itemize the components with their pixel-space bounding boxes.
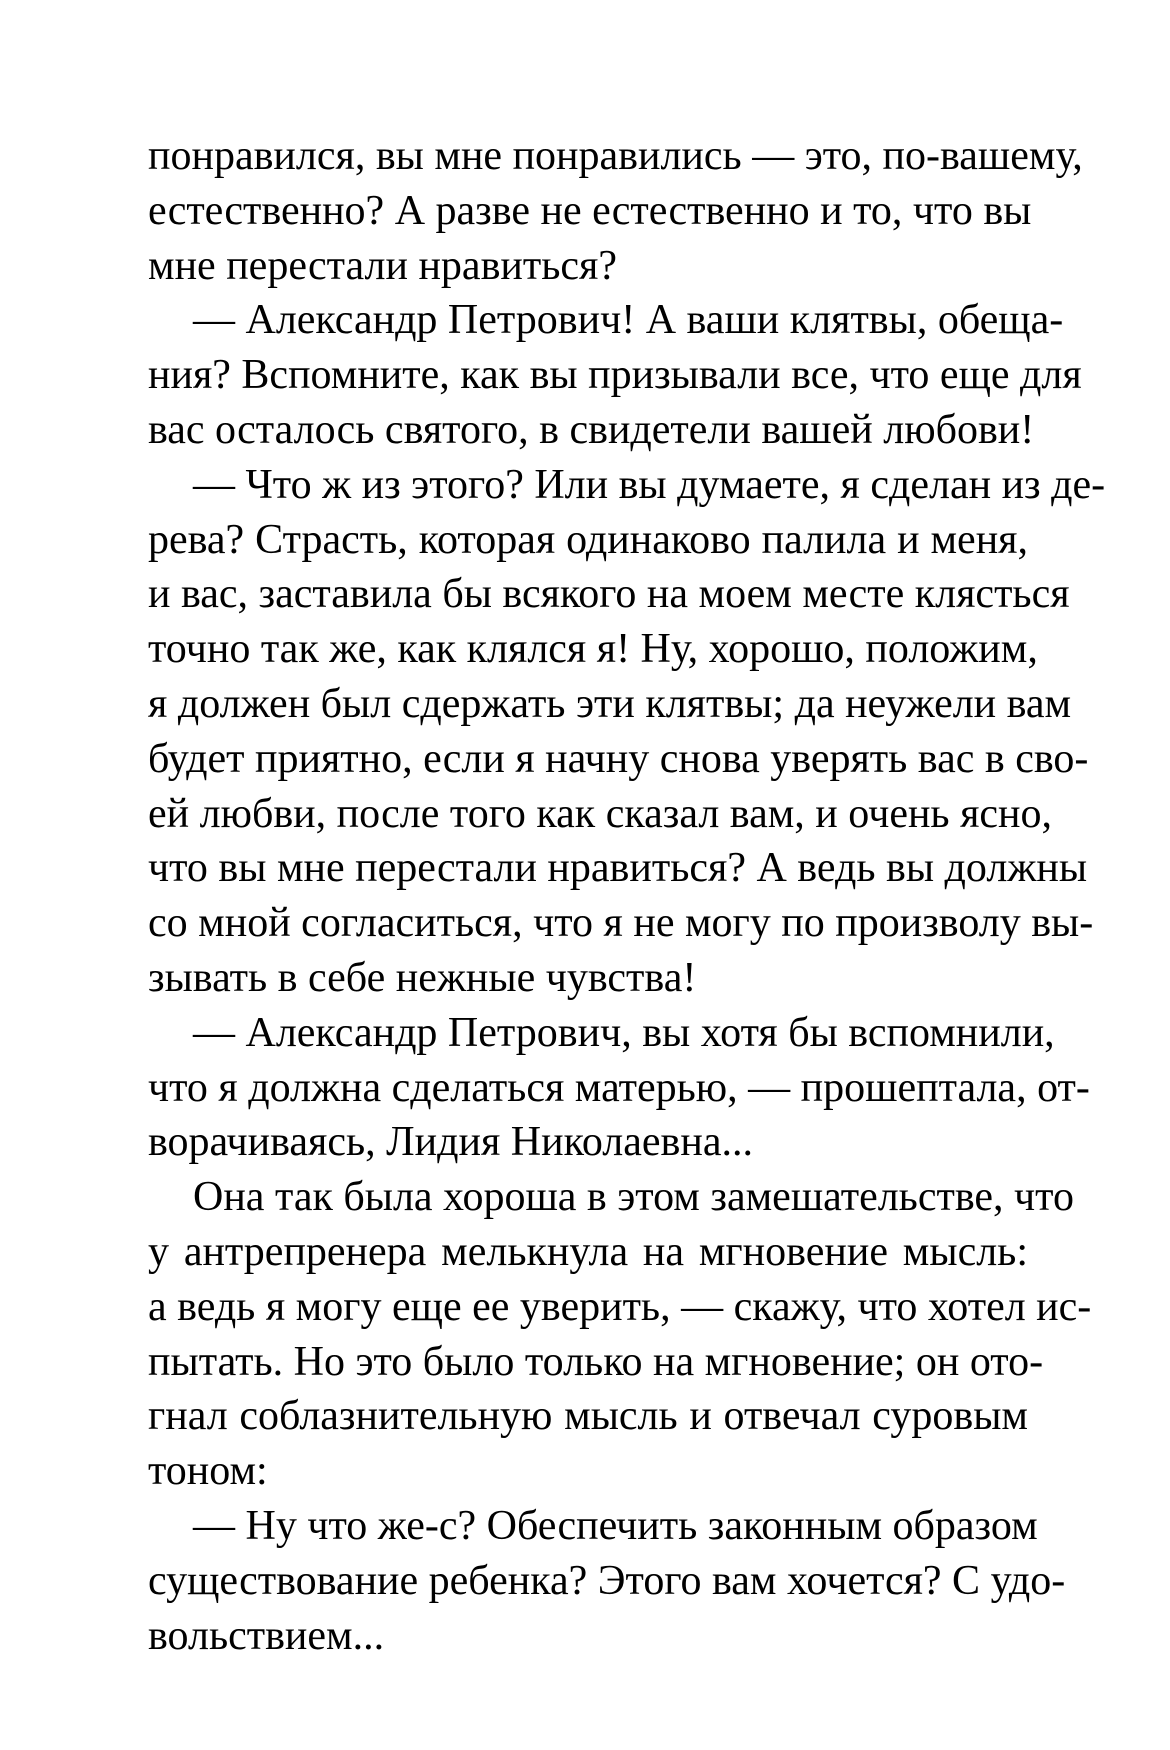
text-line: а ведь я могу еще ее уверить, — скажу, что хотел ис-	[148, 1283, 1092, 1330]
page-text	[148, 129, 1106, 1663]
text-line: точно так же, как клялся я! Ну, хорошо, положим,	[148, 626, 1038, 673]
text-line: понравился, вы мне понравились — это, по-вашему,	[148, 133, 1083, 179]
text-line: пытать. Но это было только на мгновение; он ото-	[148, 1338, 1044, 1385]
text-line: — Что ж из этого? Или вы думаете, я сделан из де-	[193, 461, 1106, 508]
text-line: ей любви, после того как сказал вам, и очень ясно,	[148, 790, 1053, 837]
text-line: естественно? А разве не естественно и то, что вы	[148, 187, 1032, 234]
text-line: — Александр Петрович, вы хотя бы вспомнили,	[193, 1009, 1055, 1056]
text-line: гнал соблазнительную мысль и отвечал суровым	[148, 1393, 1028, 1440]
text-line: вольствием...	[148, 1612, 385, 1659]
text-line: существование ребенка? Этого вам хочется? С удо-	[148, 1557, 1066, 1604]
text-line: ворачиваясь, Лидия Николаевна...	[148, 1119, 753, 1166]
text-line: — Ну что же-с? Обеспечить законным образом	[193, 1502, 1038, 1549]
text-line: что я должна сделаться матерью, — прошептала, от-	[148, 1064, 1090, 1111]
text-line: вас осталось святого, в свидетели вашей любови!	[148, 406, 1035, 453]
text-line: ния? Вспомните, как вы призывали все, что еще для	[148, 352, 1082, 399]
text-line: что вы мне перестали нравиться? А ведь вы должны	[148, 845, 1088, 892]
text-line: рева? Страсть, которая одинаково палила и меня,	[148, 516, 1028, 563]
text-line: — Александр Петрович! А ваши клятвы, обеща-	[193, 297, 1064, 344]
text-line: Она так была хороша в этом замешательстве, что	[193, 1174, 1074, 1221]
text-line: со мной согласиться, что я не могу по произволу вы-	[148, 900, 1094, 947]
text-line: у антрепренера мелькнула на мгновение мысль:	[148, 1228, 1028, 1275]
text-line: будет приятно, если я начну снова уверять вас в сво-	[148, 735, 1089, 782]
text-line: мне перестали нравиться?	[148, 242, 617, 289]
text-line: зывать в себе нежные чувства!	[148, 954, 697, 1001]
text-line: я должен был сдержать эти клятвы; да неужели вам	[148, 680, 1072, 727]
text-line: тоном:	[148, 1448, 268, 1495]
text-line: и вас, заставила бы всякого на моем месте клясться	[148, 571, 1070, 618]
